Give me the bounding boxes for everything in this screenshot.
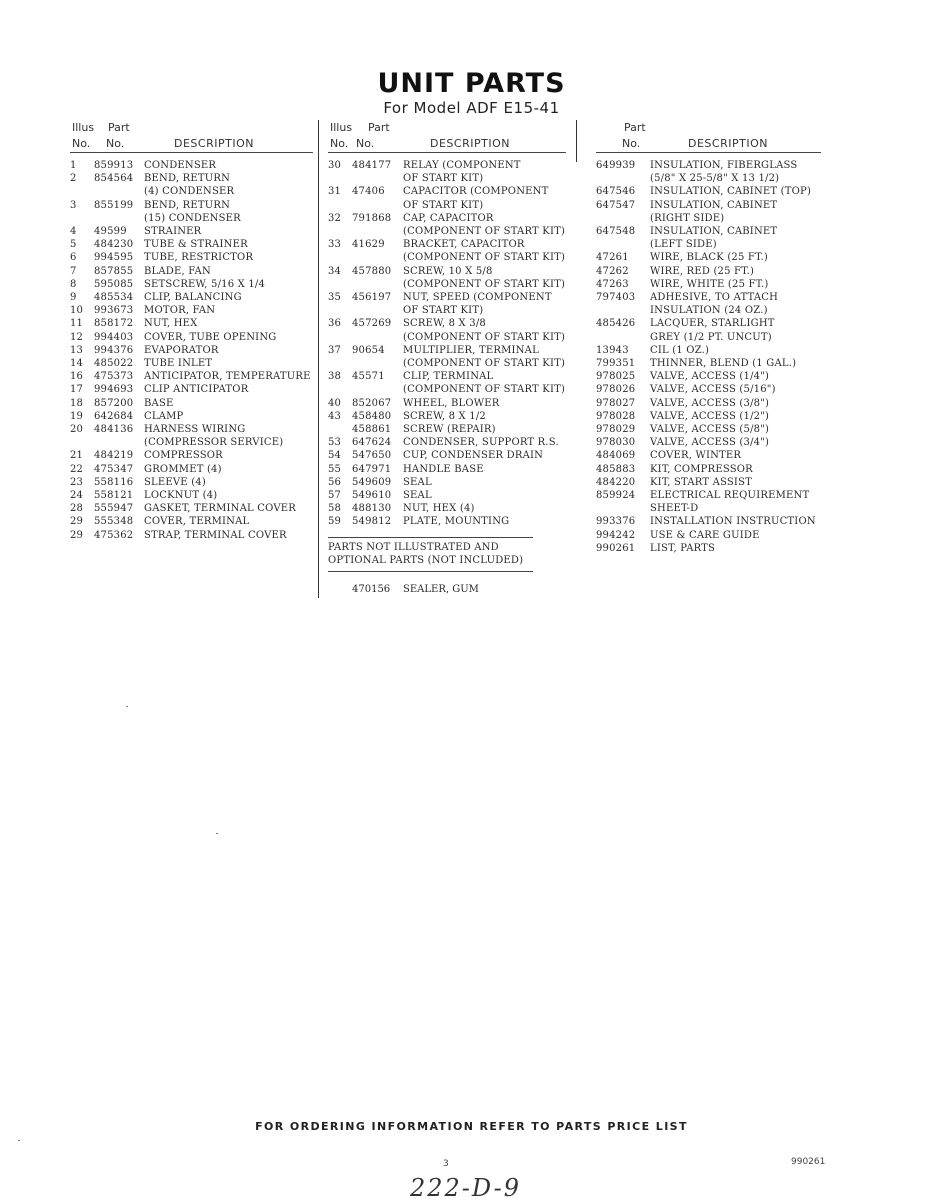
part-description: SCREW, 8 X 3/8 (COMPONENT OF START KIT) <box>403 318 566 343</box>
list-item <box>328 397 566 410</box>
illus-number: 29 <box>70 516 84 528</box>
list-item <box>596 436 821 449</box>
list-item <box>596 397 821 410</box>
column-divider-right <box>576 120 577 162</box>
part-description: SETSCREW, 5/16 X 1/4 <box>144 278 266 290</box>
part-number: 549812 <box>352 516 392 528</box>
part-number: 475347 <box>94 463 134 475</box>
part-number: 978030 <box>596 437 636 449</box>
list-item <box>328 423 566 436</box>
list-item <box>70 515 313 528</box>
illus-number: 36 <box>328 318 342 330</box>
part-number: 993673 <box>94 305 134 317</box>
illus-number: 30 <box>328 160 342 171</box>
part-number: 857200 <box>94 397 134 409</box>
part-description: VALVE, ACCESS (5/8") <box>650 424 770 436</box>
part-description: SEALER, GUM <box>403 584 479 596</box>
list-item <box>596 344 821 357</box>
part-description: SEAL <box>403 476 432 488</box>
list-item <box>70 397 313 410</box>
part-description: BEND, RETURN (15) CONDENSER <box>144 199 241 224</box>
illus-number: 22 <box>70 463 84 475</box>
part-number: 457880 <box>352 265 392 277</box>
part-description: ADHESIVE, TO ATTACH INSULATION (24 OZ.) <box>650 292 779 317</box>
part-description: SEAL <box>403 490 432 502</box>
part-number: 994693 <box>94 384 134 396</box>
document-code: 990261 <box>791 1157 826 1167</box>
illus-number: 10 <box>70 305 84 317</box>
part-description: TUBE & STRAINER <box>144 239 248 251</box>
part-description: THINNER, BLEND (1 GAL.) <box>650 358 797 370</box>
illus-number: 55 <box>328 463 342 475</box>
part-number: 475362 <box>94 529 134 541</box>
part-description: ELECTRICAL REQUIREMENT SHEET-D <box>650 490 810 515</box>
list-item <box>328 344 566 370</box>
illus-number: 57 <box>328 490 342 502</box>
list-item <box>328 449 566 462</box>
illus-number: 43 <box>328 410 342 422</box>
list-item <box>70 489 313 502</box>
part-number: 13943 <box>596 344 629 356</box>
part-number: 47406 <box>352 186 385 198</box>
list-item <box>328 410 566 423</box>
column-divider-left <box>318 120 319 598</box>
part-description: CIL (1 OZ.) <box>650 344 710 356</box>
header-description: DESCRIPTION <box>174 137 254 150</box>
list-item <box>328 584 566 595</box>
list-item <box>70 449 313 462</box>
illus-number: 19 <box>70 410 84 422</box>
list-item <box>70 159 313 172</box>
part-number: 978027 <box>596 397 636 409</box>
list-item <box>596 423 821 436</box>
list-item <box>596 383 821 396</box>
part-description: RELAY (COMPONENT OF START KIT) <box>403 160 521 185</box>
part-number: 47262 <box>596 265 629 277</box>
part-number: 994242 <box>596 529 636 541</box>
list-item <box>70 344 313 357</box>
part-number: 47263 <box>596 278 629 290</box>
header-no: No. <box>622 137 641 150</box>
scan-speck <box>216 833 218 834</box>
list-item <box>328 463 566 476</box>
part-number: 857855 <box>94 265 134 277</box>
illus-number: 12 <box>70 331 84 343</box>
list-item <box>70 199 313 225</box>
part-description: LACQUER, STARLIGHT GREY (1/2 PT. UNCUT) <box>650 318 775 343</box>
part-description: VALVE, ACCESS (1/4") <box>650 371 770 383</box>
part-number: 458861 <box>352 424 392 436</box>
part-description: GROMMET (4) <box>144 463 222 475</box>
part-number: 647547 <box>596 199 636 211</box>
part-description: BEND, RETURN (4) CONDENSER <box>144 173 235 198</box>
scan-speck <box>18 1140 20 1141</box>
part-description: COMPRESSOR <box>144 450 223 462</box>
part-description: COVER, WINTER <box>650 450 742 462</box>
list-item <box>328 515 566 528</box>
list-item <box>596 463 821 476</box>
part-description: CUP, CONDENSER DRAIN <box>403 450 544 462</box>
part-description: VALVE, ACCESS (1/2") <box>650 410 770 422</box>
part-description: VALVE, ACCESS (5/16") <box>650 384 776 396</box>
part-number: 555947 <box>94 503 134 515</box>
list-item <box>328 476 566 489</box>
list-item <box>596 278 821 291</box>
part-description: CONDENSER, SUPPORT R.S. <box>403 437 559 449</box>
part-number: 484230 <box>94 239 134 251</box>
header-no: No. <box>72 137 91 150</box>
list-item <box>596 291 821 317</box>
list-item <box>596 515 821 528</box>
parts-list <box>70 159 313 542</box>
illus-number: 58 <box>328 503 342 515</box>
part-description: INSTALLATION INSTRUCTION <box>650 516 816 528</box>
part-number: 855199 <box>94 199 134 211</box>
header-part: Part <box>368 121 390 134</box>
part-number: 647624 <box>352 437 392 449</box>
list-item <box>596 529 821 542</box>
list-item <box>328 370 566 396</box>
part-number: 485534 <box>94 292 134 304</box>
list-item <box>596 476 821 489</box>
part-description: INSULATION, CABINET (LEFT SIDE) <box>650 226 778 251</box>
illus-number: 13 <box>70 344 84 356</box>
part-number: 994376 <box>94 344 134 356</box>
part-number: 555348 <box>94 516 134 528</box>
part-number: 549610 <box>352 490 392 502</box>
part-number: 45571 <box>352 371 385 383</box>
parts-column-right <box>596 118 821 555</box>
part-description: BLADE, FAN <box>144 265 211 277</box>
list-item <box>70 410 313 423</box>
page-number: 3 <box>443 1159 449 1169</box>
part-number: 978026 <box>596 384 636 396</box>
parts-not-illustrated-note: PARTS NOT ILLUSTRATED AND OPTIONAL PARTS (NOT INCLUDED) <box>328 537 533 572</box>
part-number: 978028 <box>596 410 636 422</box>
part-number: 647971 <box>352 463 392 475</box>
part-number: 595085 <box>94 278 134 290</box>
illus-number: 59 <box>328 516 342 528</box>
illus-number: 2 <box>70 173 77 185</box>
illus-number: 7 <box>70 265 77 277</box>
part-description: TUBE, RESTRICTOR <box>144 252 254 264</box>
part-number: 484219 <box>94 450 134 462</box>
illus-number <box>328 584 352 595</box>
header-description: DESCRIPTION <box>430 137 510 150</box>
illus-number: 8 <box>70 278 77 290</box>
part-number: 647546 <box>596 186 636 198</box>
page-title: UNIT PARTS <box>377 68 566 99</box>
part-description: CAPACITOR (COMPONENT OF START KIT) <box>403 186 549 211</box>
part-description: LIST, PARTS <box>650 542 716 554</box>
part-description: CLIP, TERMINAL (COMPONENT OF START KIT) <box>403 371 566 396</box>
part-number: 458480 <box>352 410 392 422</box>
part-description: WIRE, WHITE (25 FT.) <box>650 278 769 290</box>
header-part: Part <box>624 121 646 134</box>
list-item <box>328 291 566 317</box>
illus-number: 11 <box>70 318 84 330</box>
parts-column-left <box>70 118 313 542</box>
header-no: No. <box>330 137 349 150</box>
list-item <box>328 317 566 343</box>
illus-number: 34 <box>328 265 342 277</box>
illus-number: 54 <box>328 450 342 462</box>
illus-number: 40 <box>328 397 342 409</box>
list-item <box>596 410 821 423</box>
part-number: 859913 <box>94 160 134 171</box>
part-description: INSULATION, FIBERGLASS (5/8" X 25-5/8" X 13 1/2) <box>650 160 798 185</box>
part-number: 799351 <box>596 358 636 370</box>
header-no: No. <box>106 137 125 150</box>
list-item <box>70 423 313 449</box>
list-item <box>596 185 821 198</box>
part-description: WIRE, BLACK (25 FT.) <box>650 252 768 264</box>
list-item <box>328 159 566 185</box>
part-description: EVAPORATOR <box>144 344 219 356</box>
handwritten-note: 222-D-9 <box>410 1174 521 1202</box>
scan-speck <box>126 706 128 707</box>
part-number: 547650 <box>352 450 392 462</box>
list-item <box>328 436 566 449</box>
list-item <box>70 265 313 278</box>
part-number: 49599 <box>94 226 127 238</box>
list-item <box>70 529 313 542</box>
part-number: 797403 <box>596 292 636 304</box>
list-item <box>70 502 313 515</box>
list-item <box>70 304 313 317</box>
column-header <box>70 118 313 153</box>
part-description: VALVE, ACCESS (3/8") <box>650 397 770 409</box>
part-description: HANDLE BASE <box>403 463 484 475</box>
part-description: ANTICIPATOR, TEMPERATURE <box>144 371 311 383</box>
list-item <box>328 489 566 502</box>
list-item <box>70 278 313 291</box>
part-description: PLATE, MOUNTING <box>403 516 510 528</box>
model-subtitle: For Model ADF E15-41 <box>383 99 560 117</box>
part-description: STRAP, TERMINAL COVER <box>144 529 287 541</box>
part-number: 485426 <box>596 318 636 330</box>
part-number: 649939 <box>596 160 636 171</box>
part-description: VALVE, ACCESS (3/4") <box>650 437 770 449</box>
list-item <box>596 370 821 383</box>
part-description: MOTOR, FAN <box>144 305 216 317</box>
part-description: CAP, CAPACITOR (COMPONENT OF START KIT) <box>403 212 566 238</box>
illus-number: 20 <box>70 424 84 436</box>
part-number: 791868 <box>352 212 392 224</box>
part-number: 484220 <box>596 476 636 488</box>
illus-number: 53 <box>328 437 342 449</box>
part-description: GASKET, TERMINAL COVER <box>144 503 296 515</box>
illus-number: 56 <box>328 476 342 488</box>
part-number: 485022 <box>94 358 134 370</box>
part-description: KIT, COMPRESSOR <box>650 463 753 475</box>
header-illus: Illus <box>330 121 353 134</box>
part-description: MULTIPLIER, TERMINAL (COMPONENT OF START KIT) <box>403 344 566 370</box>
illus-number: 32 <box>328 212 342 224</box>
part-number: 993376 <box>596 516 636 528</box>
illus-number: 5 <box>70 239 77 251</box>
part-number: 456197 <box>352 292 392 304</box>
list-item <box>70 291 313 304</box>
part-description: COVER, TERMINAL <box>144 516 250 528</box>
parts-list <box>328 159 566 529</box>
list-item <box>596 317 821 343</box>
part-description: LOCKNUT (4) <box>144 490 218 502</box>
part-description: USE & CARE GUIDE <box>650 529 760 541</box>
part-description: INSULATION, CABINET (TOP) <box>650 186 812 198</box>
illus-number: 6 <box>70 252 77 264</box>
part-number: 90654 <box>352 344 385 356</box>
list-item <box>70 370 313 383</box>
part-description: SCREW, 8 X 1/2 <box>403 410 486 422</box>
column-header <box>328 118 566 153</box>
list-item <box>596 449 821 462</box>
list-item <box>70 225 313 238</box>
list-item <box>328 238 566 264</box>
part-number: 994595 <box>94 252 134 264</box>
parts-list <box>596 159 821 555</box>
list-item <box>70 357 313 370</box>
part-number: 485883 <box>596 463 636 475</box>
part-description: TUBE INLET <box>144 358 213 370</box>
part-description: COVER, TUBE OPENING <box>144 331 277 343</box>
illus-number: 35 <box>328 292 342 304</box>
part-description: KIT, START ASSIST <box>650 476 752 488</box>
part-description: WHEEL, BLOWER <box>403 397 500 409</box>
list-item <box>596 265 821 278</box>
list-item <box>70 383 313 396</box>
illus-number: 21 <box>70 450 84 462</box>
part-description: CONDENSER <box>144 160 217 171</box>
illus-number: 23 <box>70 476 84 488</box>
list-item <box>596 199 821 225</box>
list-item <box>328 185 566 211</box>
ordering-note: FOR ORDERING INFORMATION REFER TO PARTS PRICE LIST <box>255 1120 688 1133</box>
part-number: 558121 <box>94 490 134 502</box>
illus-number: 37 <box>328 344 342 356</box>
list-item <box>328 212 566 238</box>
list-item <box>596 225 821 251</box>
list-item <box>70 463 313 476</box>
part-number: 470156 <box>352 584 391 596</box>
part-description: NUT, SPEED (COMPONENT OF START KIT) <box>403 292 552 317</box>
part-number: 990261 <box>596 542 636 554</box>
illus-number <box>328 423 352 436</box>
part-description: SCREW (REPAIR) <box>403 424 496 436</box>
part-number: 859924 <box>596 490 636 502</box>
part-description: HARNESS WIRING (COMPRESSOR SERVICE) <box>144 424 284 449</box>
part-description: NUT, HEX <box>144 318 198 330</box>
part-number: 488130 <box>352 503 392 515</box>
part-number: 457269 <box>352 318 392 330</box>
part-number: 642684 <box>94 410 134 422</box>
part-description: NUT, HEX (4) <box>403 503 475 515</box>
column-header <box>596 118 821 153</box>
part-description: CLIP, BALANCING <box>144 292 242 304</box>
part-number: 978025 <box>596 371 636 383</box>
part-number: 41629 <box>352 239 385 251</box>
illus-number: 14 <box>70 358 84 370</box>
list-item <box>70 238 313 251</box>
header-description: DESCRIPTION <box>688 137 768 150</box>
part-description: SLEEVE (4) <box>144 476 206 488</box>
part-description: CLIP ANTICIPATOR <box>144 384 249 396</box>
part-number: 858172 <box>94 318 134 330</box>
illus-number: 38 <box>328 371 342 383</box>
list-item <box>596 251 821 264</box>
illus-number: 29 <box>70 529 84 541</box>
list-item <box>596 357 821 370</box>
part-number: 994403 <box>94 331 134 343</box>
part-number: 647548 <box>596 226 636 238</box>
illus-number: 16 <box>70 371 84 383</box>
list-item <box>70 172 313 198</box>
part-number: 47261 <box>596 252 629 264</box>
part-description: WIRE, RED (25 FT.) <box>650 265 755 277</box>
part-number: 484069 <box>596 450 636 462</box>
list-item <box>596 159 821 185</box>
part-number: 549609 <box>352 476 392 488</box>
illus-number: 18 <box>70 397 84 409</box>
part-number: 854564 <box>94 173 134 185</box>
illus-number: 9 <box>70 292 77 304</box>
illus-number: 1 <box>70 160 77 171</box>
part-description: INSULATION, CABINET (RIGHT SIDE) <box>650 199 778 224</box>
list-item <box>70 476 313 489</box>
part-description: BRACKET, CAPACITOR (COMPONENT OF START KIT) <box>403 239 566 264</box>
list-item <box>70 317 313 330</box>
part-number: 475373 <box>94 371 134 383</box>
part-description: SCREW, 10 X 5/8 (COMPONENT OF START KIT) <box>403 265 566 290</box>
part-number: 484177 <box>352 160 392 171</box>
illus-number: 31 <box>328 186 342 198</box>
list-item <box>328 265 566 291</box>
list-item <box>596 489 821 515</box>
part-description: BASE <box>144 397 174 409</box>
part-description: STRAINER <box>144 226 202 238</box>
illus-number: 28 <box>70 503 84 515</box>
illus-number: 24 <box>70 490 84 502</box>
header-part: Part <box>108 121 130 134</box>
list-item <box>70 251 313 264</box>
illus-number: 3 <box>70 199 77 211</box>
parts-column-middle <box>328 118 566 595</box>
part-number: 852067 <box>352 397 392 409</box>
part-number: 484136 <box>94 424 134 436</box>
part-description: CLAMP <box>144 410 184 422</box>
list-item <box>328 502 566 515</box>
part-number: 978029 <box>596 424 636 436</box>
list-item <box>596 542 821 555</box>
part-number: 558116 <box>94 476 134 488</box>
header-no: No. <box>356 137 375 150</box>
illus-number: 17 <box>70 384 84 396</box>
header-illus: Illus <box>72 121 95 134</box>
illus-number: 33 <box>328 239 342 251</box>
illus-number: 4 <box>70 226 77 238</box>
list-item <box>70 331 313 344</box>
